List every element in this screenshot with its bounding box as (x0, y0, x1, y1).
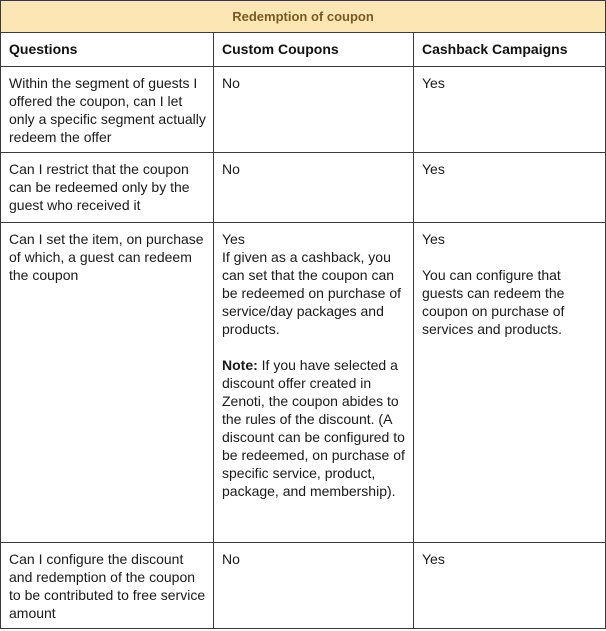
note-text: If you have selected a discount offer created in Zenoti, the coupon abides to the rules of the discount. (A discount can be configured to be redeemed, on purchase of specific service, product, package, and membership). (222, 357, 405, 499)
custom-coupons-cell: No (214, 543, 414, 629)
question-cell: Within the segment of guests I offered the coupon, can I let only a specific segment actually redeem the offer (1, 67, 214, 153)
custom-coupons-cell: No (214, 153, 414, 223)
cashback-campaigns-cell: Yes (414, 153, 606, 223)
cashback-answer: Yes (422, 231, 445, 247)
custom-answer: Yes (222, 231, 245, 247)
cashback-campaigns-cell (414, 223, 606, 543)
question-cell: Can I restrict that the coupon can be redeemed only by the guest who received it (1, 153, 214, 223)
custom-coupons-cell (214, 223, 414, 543)
table-row (1, 67, 606, 153)
custom-coupons-cell: No (214, 67, 414, 153)
table-row (1, 153, 606, 223)
note-label: Note: (222, 357, 258, 373)
cashback-campaigns-cell: Yes (414, 543, 606, 629)
header-questions: Questions (1, 33, 214, 67)
header-cashback-campaigns: Cashback Campaigns (414, 33, 606, 67)
question-cell: Can I configure the discount and redemption of the coupon to be contributed to free service amount (1, 543, 214, 629)
question-cell: Can I set the item, on purchase of which, a guest can redeem the coupon (1, 223, 214, 543)
table-header-row (1, 33, 606, 67)
custom-note (222, 356, 408, 500)
table-title-row (1, 1, 606, 33)
cashback-campaigns-cell: Yes (414, 67, 606, 153)
table-title: Redemption of coupon (1, 1, 606, 33)
table-row (1, 543, 606, 629)
header-custom-coupons: Custom Coupons (214, 33, 414, 67)
cashback-detail: You can configure that guests can redeem the coupon on purchase of services and products. (422, 267, 565, 337)
custom-detail: If given as a cashback, you can set that the coupon can be redeemed on purchase of service/day packages and products. (222, 249, 402, 337)
table-row (1, 223, 606, 543)
